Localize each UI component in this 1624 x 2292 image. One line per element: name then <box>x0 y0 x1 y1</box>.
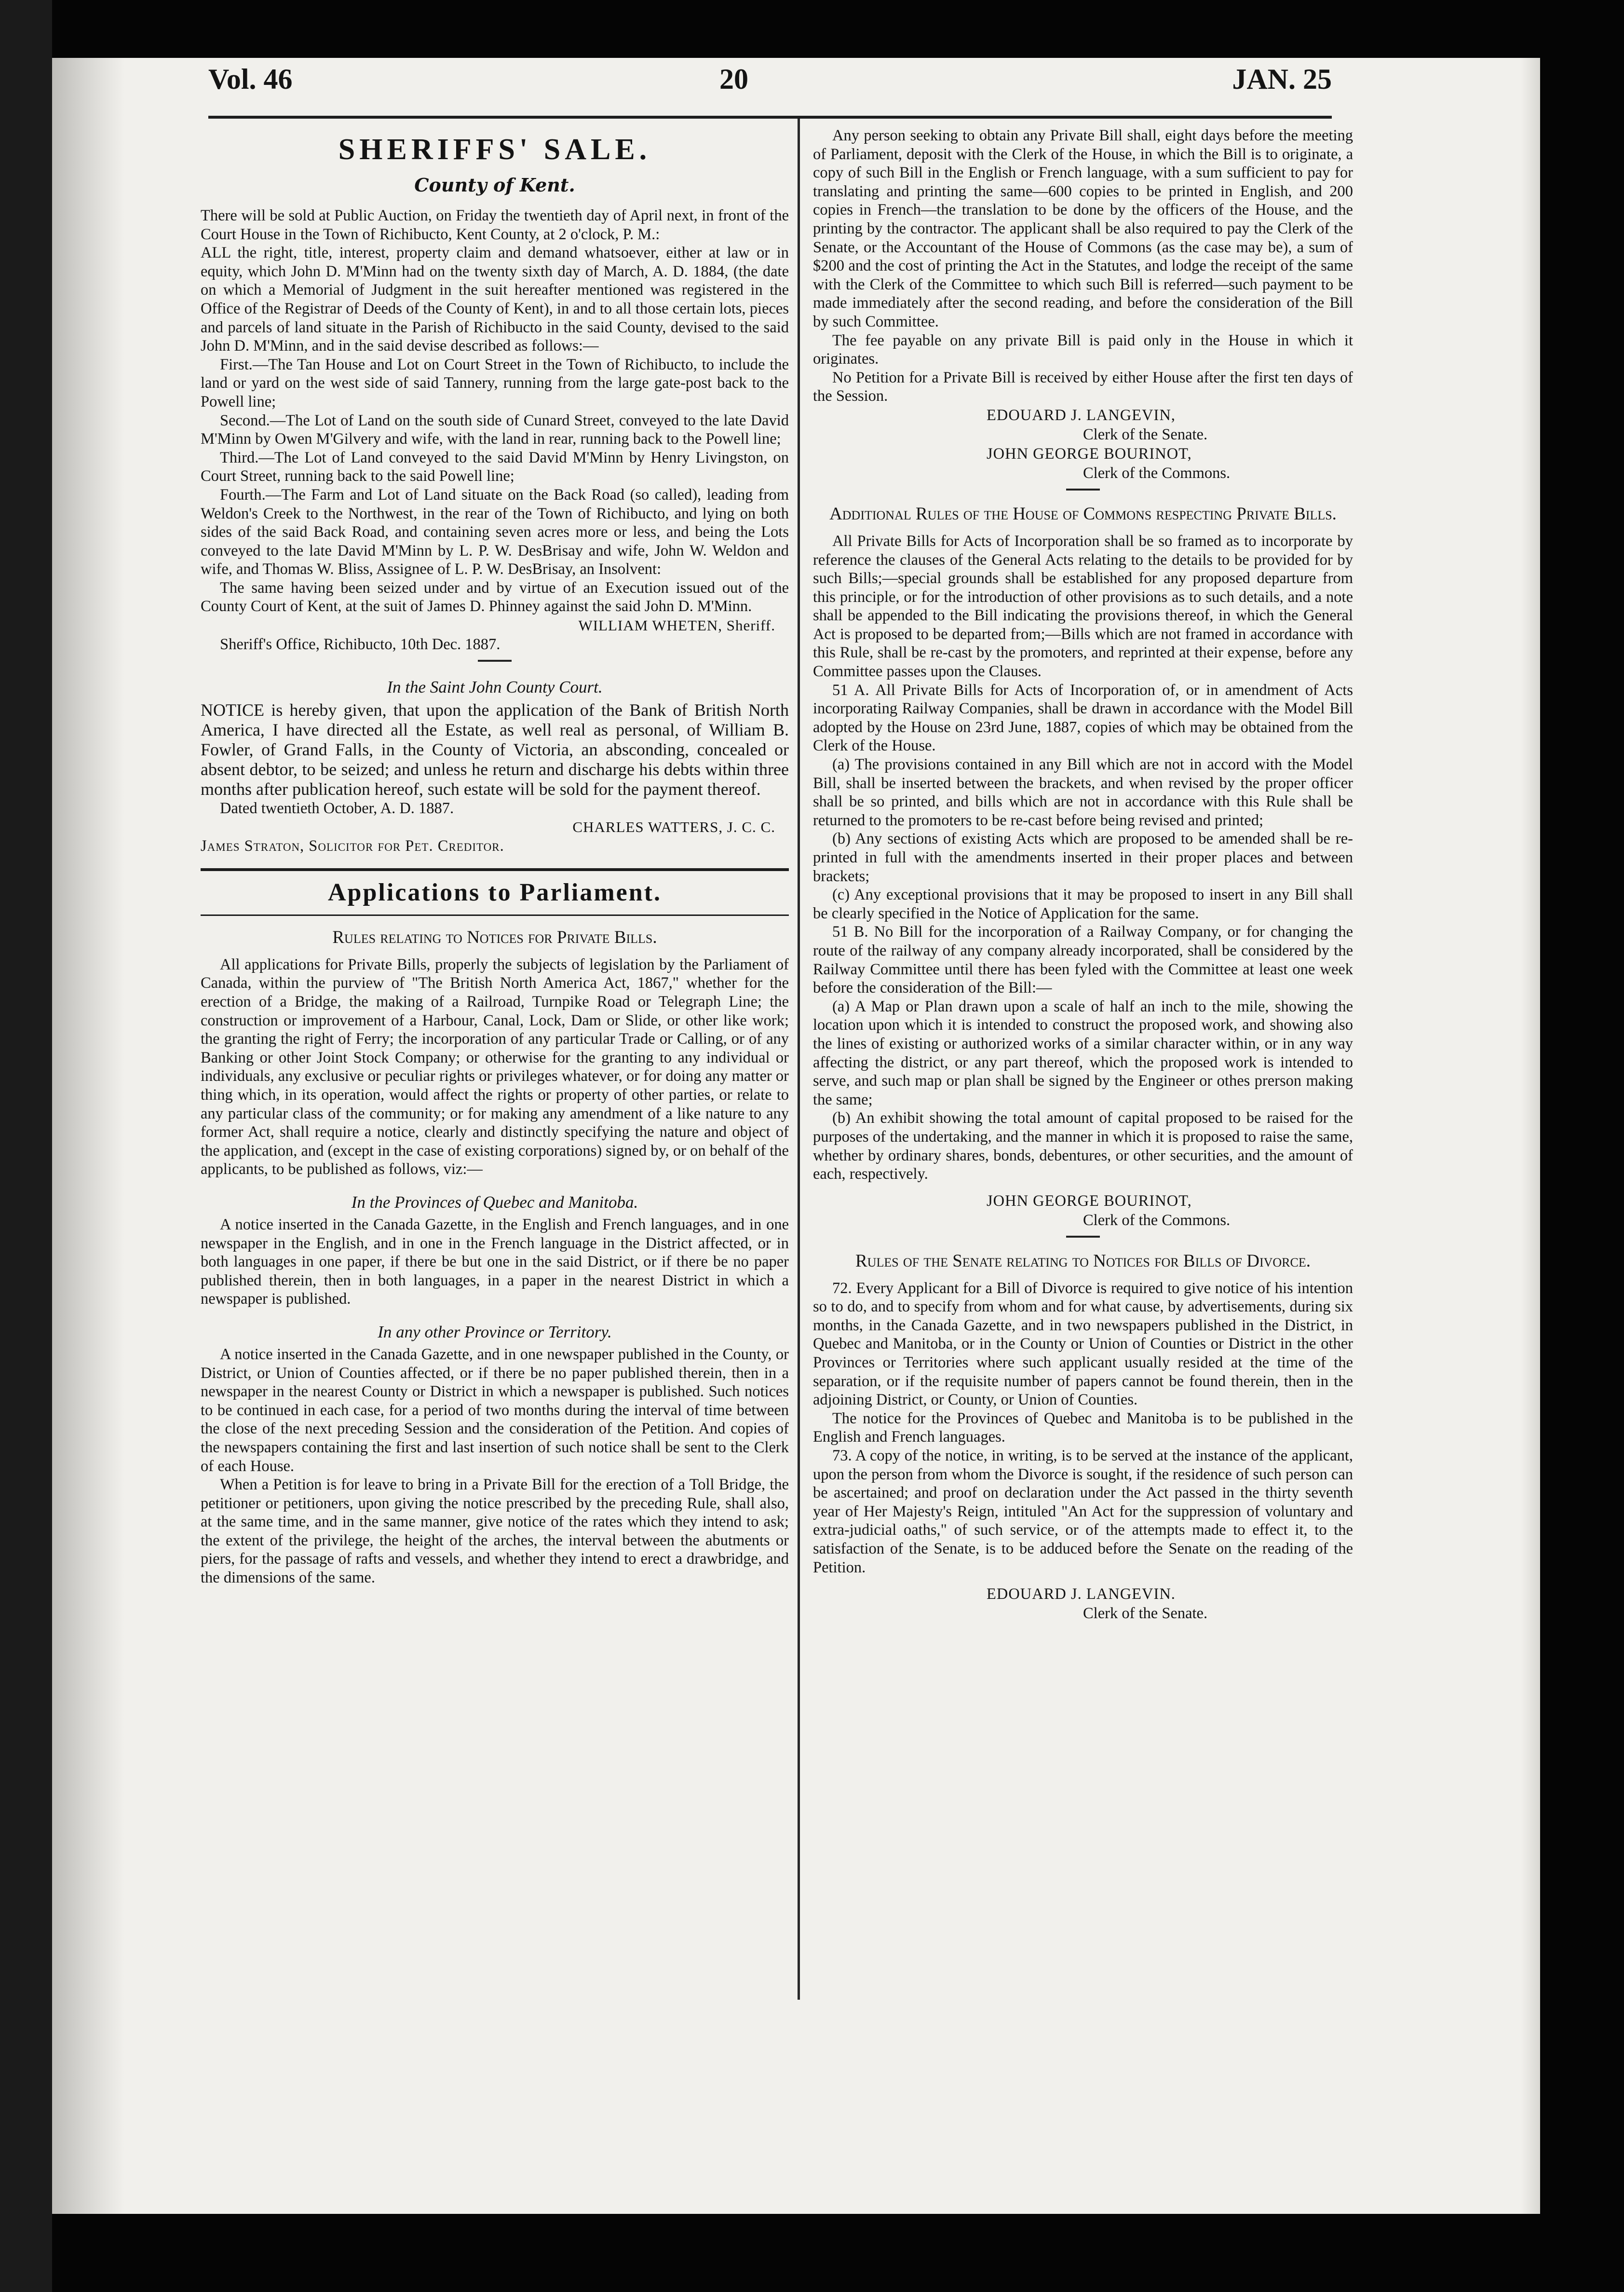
senate-rule: 72. Every Applicant for a Bill of Divorce is required to give notice of his intention so to do, and to specify from whom and for what cause, by advertisements, during six months, in the Canada Gazette, and in two newspapers published in the District, in Quebec and Manitoba, or in the County or Union of Counties or District in the other Provinces or Territories where such applicant usually resided at the time of the separation, or if the requisite number of papers cannot be found therein, then in the adjoining District, or County, or Union of Counties. <box>813 1279 1353 1409</box>
column-divider <box>798 119 800 2000</box>
other-province-heading: In any other Province or Territory. <box>378 1322 612 1341</box>
toll-bridge-text: When a Petition is for leave to bring in a Private Bill for the erection of a Toll Bridge, the petitioner or petitioners, upon giving the notice prescribed by the preceding Rule, shall also, at the same time, and in the same manner, give notice of the rates which they intend to ask; the extent of the privilege, the height of the arches, the interval between the abutments or piers, for the passage of rafts and vessels, and whether they intend to erect a drawbridge, and the dimensions of the same. <box>201 1476 789 1587</box>
no-petition-text: No Petition for a Private Bill is received by either House after the first ten days of the Session. <box>813 368 1353 405</box>
county-heading: County of Kent. <box>414 174 575 196</box>
senate-clerk-title: Clerk of the Senate. <box>1083 425 1208 443</box>
additional-rule: (a) A Map or Plan drawn upon a scale of half an inch to the mile, showing the location upon which it is intended to construct the proposed work, and showing also the lines of existing or authorized works of a similar character within, or in any way affecting the district, or any part thereof, which the proposed work is intended to serve, and such map or plan shall be signed by the Engineer or othes prerson making the same; <box>813 997 1353 1108</box>
page-header <box>208 63 1332 121</box>
court-notice-body: NOTICE is hereby given, that upon the application of the Bank of British North America, I have directed all the Estate, as well real as personal, of William B. Fowler, of Grand Falls, in the County of Victoria, an absconding, concealed or absent debtor, to be seized; and unless he return and discharge his debts within three months after publication hereof, such estate will be sold for the payment thereof. <box>201 700 789 799</box>
solicitor-line: James Straton, Solicitor for Pet. Creditor. <box>201 837 504 855</box>
sale-paragraph: ALL the right, title, interest, property claim and demand whatsoever, either at law or in equity, which John D. M'Minn had on the twenty sixth day of March, A. D. 1884, (the date on which a Memorial of Judgment in the suit hereafter mentioned was registered in the Office of the Registrar of Deeds of the County of Kent), in and to all those certain lots, pieces and parcels of land situate in the Parish of Richibucto in the said County, devised to the said John D. M'Minn, and in the said devise described as follows:— <box>201 244 789 355</box>
scan-background <box>0 0 52 2292</box>
additional-rule: 51 A. All Private Bills for Acts of Incorporation of, or in amendment of Acts incorporating Railway Companies, shall be drawn in accordance with the Model Bill adopted by the House on 23rd June, 1887, copies of which may be obtained from the Clerk of the House. <box>813 681 1353 755</box>
senate-clerk-title-2: Clerk of the Senate. <box>1083 1605 1208 1623</box>
additional-rule: All Private Bills for Acts of Incorporation shall be so framed as to incorporate by reference the clauses of the General Acts relating to the details to be provided for by such Bills;—special grounds shall be established for any proposed departure from this principle, or for the introduction of other provisions as to such details, and a note shall be appended to the Bill indicating the provisions thereof, in which the General Act is proposed to be departed from;—Bills which are not framed in accordance with this Rule, shall be re-cast by the promoters, and reprinted at their expense, before any Committee passes upon the Clauses. <box>813 532 1353 681</box>
issue-date: JAN. 25 <box>1232 63 1332 95</box>
sale-paragraph: Second.—The Lot of Land on the south side of Cunard Street, conveyed to the late David M'Minn by Owen M'Gilvery and wife, with the land in rear, running back to the Powell line; <box>201 411 789 448</box>
court-notice-dated: Dated twentieth October, A. D. 1887. <box>220 799 454 817</box>
page-edge-shadow <box>1521 58 1540 2214</box>
senate-clerk-name-2: EDOUARD J. LANGEVIN. <box>987 1585 1176 1603</box>
senate-rule: The notice for the Provinces of Quebec and Manitoba is to be published in the English and French languages. <box>813 1409 1353 1446</box>
section-rule <box>1066 1236 1100 1238</box>
sheriff-signature: WILLIAM WHETEN, Sheriff. <box>578 617 775 634</box>
applications-intro: All applications for Private Bills, properly the subjects of legislation by the Parliament of Canada, within the purview of "The British North America Act, 1867," whether for the erection of a Bridge, the making of a Railroad, Turnpike Road or Telegraph Line; the construction or improvement of a Harbour, Canal, Lock, Dam or Slide, or other like work; the granting the right of Ferry; the incorporation of any particular Trade or Calling, or of any Banking or other Joint Stock Company; or otherwise for the granting to any individual or individuals, any exclusive or peculiar rights or privileges whatever, or for doing any matter or thing which, in its operation, would affect the rights or property of other parties, or relate to any particular class of the community; or for making any amendment of a like nature to any former Act, shall require a notice, clearly and distinctly specifying the nature and object of the application, and (except in the case of existing corporations) signed by, or on behalf of the applicants, to be published as follows, viz:— <box>201 955 789 1178</box>
commons-clerk-name: JOHN GEORGE BOURINOT, <box>987 445 1192 463</box>
sheriff-sale-title: SHERIFFS' SALE. <box>338 133 651 166</box>
sale-paragraph: First.—The Tan House and Lot on Court Street in the Town of Richibucto, to include the land or yard on the west side of said Tannery, running from the large gate-post back to the Powell line; <box>201 355 789 410</box>
additional-rule: (b) Any sections of existing Acts which are proposed to be amended shall be re-printed in full with the amendments inserted in their proper places and between brackets; <box>813 830 1353 885</box>
sheriff-office: Sheriff's Office, Richibucto, 10th Dec. 1887. <box>220 636 501 654</box>
other-province-text: A notice inserted in the Canada Gazette, and in one newspaper published in the County, or District, or Union of Counties affected, or if there be no paper published therein, then in a newspaper in the nearest County or District in which a newspaper is published. Such notices to be continued in each case, for a period of two months during the interval of time between the close of the next preceding Session and the consideration of the Petition. And copies of the newspapers containing the first and last insertion of such notice shall be sent to the Clerk of each House. <box>201 1345 789 1475</box>
sale-paragraph: Third.—The Lot of Land conveyed to the said David M'Minn by Henry Livingston, on Court Street, running back to the said Powell line; <box>201 449 789 485</box>
section-rule <box>478 660 512 662</box>
judge-signature: CHARLES WATTERS, J. C. C. <box>572 819 775 836</box>
header-rule <box>208 116 1332 119</box>
commons-clerk-title-2: Clerk of the Commons. <box>1083 1211 1231 1229</box>
volume-label: Vol. 46 <box>208 63 293 95</box>
binding-shadow <box>52 58 124 2214</box>
senate-clerk-name: EDOUARD J. LANGEVIN, <box>987 406 1176 424</box>
senate-rule: 73. A copy of the notice, in writing, is to be served at the instance of the applicant, upon the person from whom the Divorce is sought, if the residence of such person can be ascertained; and proof on declaration under the Act passed in the thirty seventh year of Her Majesty's Reign, intituled "An Act for the suppression of voluntary and extra-judicial oaths," of such service, or of the attempts made to effect it, to the satisfaction of the Senate, is to be adduced before the Senate on the reading of the Petition. <box>813 1447 1353 1576</box>
quebec-heading: In the Provinces of Quebec and Manitoba. <box>351 1192 638 1212</box>
senate-divorce-heading: Rules of the Senate relating to Notices for Bills of Divorce. <box>855 1251 1311 1271</box>
commons-clerk-name-2: JOHN GEORGE BOURINOT, <box>987 1192 1192 1210</box>
sale-paragraph: Fourth.—The Farm and Lot of Land situate on the Back Road (so called), leading from Weldon's Creek to the Northwest, in the rear of the Town of Richibucto, and lying on both sides of the said Back Road, and containing seven acres more or less, and being the Lots conveyed to the late David M'Minn by L. P. W. DesBrisay and wife, John W. Weldon and wife, and Thomas W. Bliss, Assignee of L. P. W. DesBrisay, an Insolvent: <box>201 486 789 578</box>
quebec-text: A notice inserted in the Canada Gazette, in the English and French languages, and in one newspaper in the English, and in one in the French language in the District affected, or in both languages in one paper, if there be but one in the said District, or if there be no paper published therein, then in both languages, in a paper in the nearest District in which a newspaper is published. <box>201 1215 789 1308</box>
court-heading: In the Saint John County Court. <box>387 677 603 696</box>
sale-paragraph: The same having been seized under and by virtue of an Execution issued out of the County Court of Kent, at the suit of James D. Phinney against the said John D. M'Minn. <box>201 579 789 615</box>
applications-title: Applications to Parliament. <box>201 868 789 916</box>
sale-paragraph: There will be sold at Public Auction, on Friday the twentieth day of April next, in front of the Court House in the Town of Richibucto, Kent County, at 2 o'clock, P. M.: <box>201 207 789 243</box>
additional-rules-heading: Additional Rules of the House of Commons respecting Private Bills. <box>829 504 1337 524</box>
private-bill-deposit: Any person seeking to obtain any Private Bill shall, eight days before the meeting of Parliament, deposit with the Clerk of the House, in which the Bill is to originate, a copy of such Bill in the English or French language, with a sum sufficient to pay for translating and printing the same—600 copies to be printed in English, and 200 copies in French—the translation to be done by the officers of the House, and the printing by the contractor. The applicant shall be also required to pay the Clerk of the Senate, or the Accountant of the House of Commons (as the case may be), a sum of $200 and the cost of printing the Act in the Statutes, and lodge the receipt of the same with the Clerk of the Committee to which such Bill is referred—such payment to be made immediately after the second reading, and before the consideration of the Bill by such Committee. <box>813 127 1353 330</box>
section-rule <box>1066 489 1100 491</box>
private-bills-heading: Rules relating to Notices for Private Bills. <box>332 927 657 947</box>
commons-clerk-title: Clerk of the Commons. <box>1083 464 1231 482</box>
page-number: 20 <box>719 63 748 95</box>
left-column <box>201 126 789 2007</box>
additional-rule: 51 B. No Bill for the incorporation of a Railway Company, or for changing the route of the railway of any company already incorporated, shall be considered by the Railway Committee until there has been fyled with the Committee at least one week before the consideration of the Bill:— <box>813 923 1353 997</box>
additional-rule: (a) The provisions contained in any Bill which are not in accord with the Model Bill, shall be inserted between the brackets, and when revised by the proper officer shall be so printed, and bills which are not in accordance with this Rule shall be returned to the promoters to be re-cast before being revised and printed; <box>813 756 1353 829</box>
right-column <box>813 126 1353 2007</box>
fee-text: The fee payable on any private Bill is paid only in the House in which it originates. <box>813 331 1353 368</box>
additional-rule: (c) Any exceptional provisions that it may be proposed to insert in any Bill shall be clearly specified in the Notice of Application for the same. <box>813 886 1353 922</box>
additional-rule: (b) An exhibit showing the total amount of capital proposed to be raised for the purposes of the undertaking, and the manner in which it is proposed to raise the same, whether by ordinary shares, bonds, debentures, or other securities, and the amount of each, respectively. <box>813 1109 1353 1183</box>
